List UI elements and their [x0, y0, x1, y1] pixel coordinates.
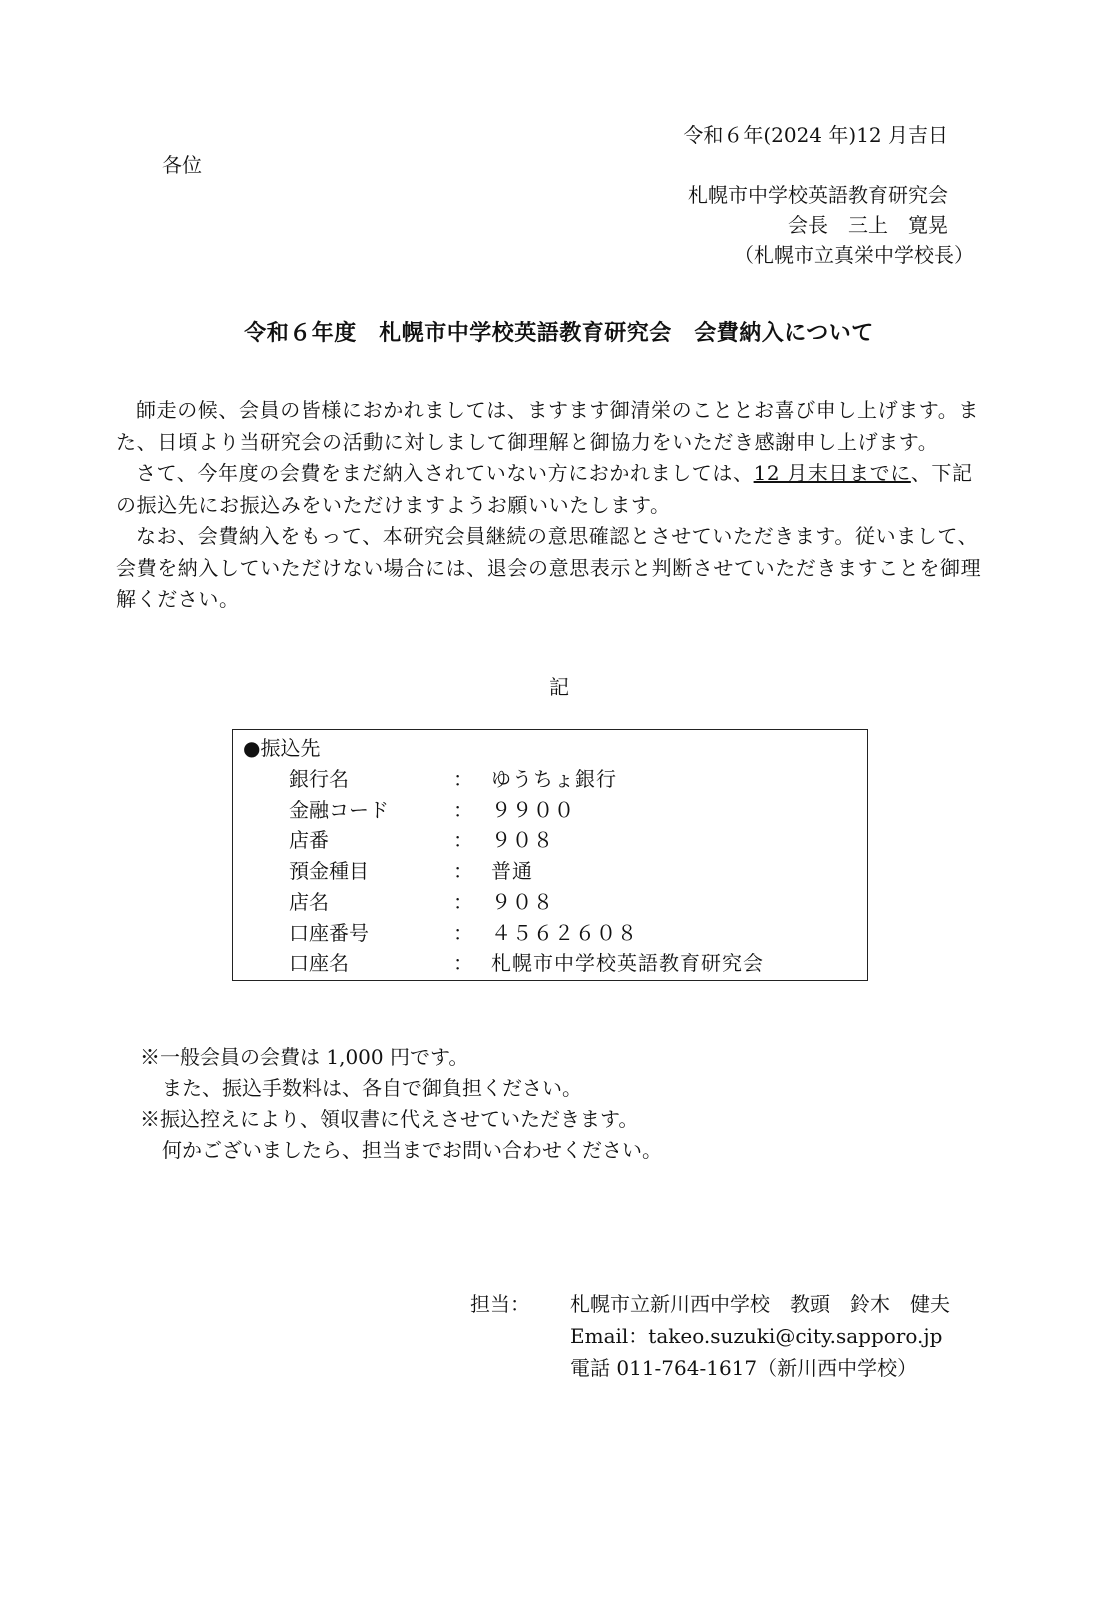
- transfer-row-value: ４５６２６０８: [491, 920, 638, 945]
- transfer-row: [289, 825, 764, 856]
- sender-block: [688, 180, 974, 270]
- transfer-row: [289, 856, 764, 887]
- transfer-row-separator: ：: [453, 797, 473, 822]
- contact-block: [470, 1288, 950, 1384]
- request-text-after: 、下記の振込先にお振込みをいただけますようお願いいたします。: [116, 461, 973, 517]
- transfer-row-separator: ：: [453, 951, 473, 976]
- transfer-row-label: 店名: [289, 889, 329, 914]
- transfer-row-separator: ：: [453, 889, 473, 914]
- request-text-before: さて、今年度の会費をまだ納入されていない方におかれましては、: [136, 461, 754, 485]
- transfer-row-label: 金融コード: [289, 797, 389, 822]
- body-text: [116, 395, 992, 616]
- contact-person-row: [470, 1288, 950, 1320]
- sender-organization: 札幌市中学校英語教育研究会: [688, 183, 948, 207]
- transfer-row: [289, 918, 764, 949]
- transfer-row: [289, 764, 764, 795]
- transfer-row-label: 預金種目: [289, 859, 369, 884]
- note-fee: ※一般会員の会費は 1,000 円です。: [140, 1045, 469, 1069]
- body-paragraph-greeting: 師走の候、会員の皆様におかれましては、ますます御清栄のこととお喜び申し上げます。また、日頃より当研究会の活動に対しまして御理解と御協力をいただき感謝申し上げます。: [116, 398, 979, 454]
- addressee: 各位: [162, 153, 202, 177]
- transfer-row-separator: ：: [453, 859, 473, 884]
- transfer-row-value: ９０８: [491, 889, 554, 914]
- transfer-row-value: 普通: [491, 859, 533, 884]
- transfer-row: [289, 795, 764, 826]
- contact-label: 担当：: [470, 1292, 530, 1316]
- transfer-row: [289, 887, 764, 918]
- body-paragraph-notice: なお、会費納入をもって、本研究会員継続の意思確認とさせていただきます。従いまして、会費を納入していただけない場合には、退会の意思表示と判断させていただきますことを御理解ください。: [116, 524, 982, 611]
- transfer-row-value: ゆうちょ銀行: [491, 767, 617, 791]
- contact-email[interactable]: Email：takeo.suzuki@city.sapporo.jp: [570, 1324, 943, 1348]
- transfer-row-label: 店番: [289, 828, 329, 853]
- note-fee-sub: また、振込手数料は、各自で御負担ください。: [162, 1076, 582, 1100]
- contact-phone: 電話 011-764-1617（新川西中学校）: [570, 1356, 918, 1380]
- transfer-rows: [289, 764, 764, 979]
- transfer-row-label: 口座名: [289, 951, 349, 976]
- document-date: 令和６年(2024 年)12 月吉日: [683, 123, 948, 147]
- transfer-row-separator: ：: [453, 767, 473, 791]
- ki-heading: 記: [549, 675, 569, 699]
- sender-name: 会長 三上 寛晃: [788, 213, 948, 237]
- transfer-row-separator: ：: [453, 828, 473, 853]
- transfer-row-label: 銀行名: [289, 767, 349, 791]
- transfer-heading: ●振込先: [243, 736, 321, 760]
- transfer-row: [289, 948, 764, 979]
- transfer-row-label: 口座番号: [289, 920, 369, 945]
- transfer-row-separator: ：: [453, 920, 473, 945]
- notes-block: [140, 1042, 662, 1166]
- contact-person: 札幌市立新川西中学校 教頭 鈴木 健夫: [570, 1292, 950, 1316]
- body-paragraph-request: [116, 458, 992, 521]
- transfer-info-box: [232, 729, 868, 981]
- transfer-row-value: ９９００: [491, 797, 575, 822]
- transfer-row-value: ９０８: [491, 828, 554, 853]
- sender-affiliation: （札幌市立真栄中学校長）: [734, 243, 974, 267]
- transfer-row-value: 札幌市中学校英語教育研究会: [491, 951, 764, 976]
- document-title: 令和６年度 札幌市中学校英語教育研究会 会費納入について: [244, 320, 874, 346]
- deadline-underlined: 12 月末日までに: [753, 461, 911, 485]
- note-receipt-sub: 何かございましたら、担当までお問い合わせください。: [162, 1138, 662, 1162]
- note-receipt: ※振込控えにより、領収書に代えさせていただきます。: [140, 1107, 639, 1131]
